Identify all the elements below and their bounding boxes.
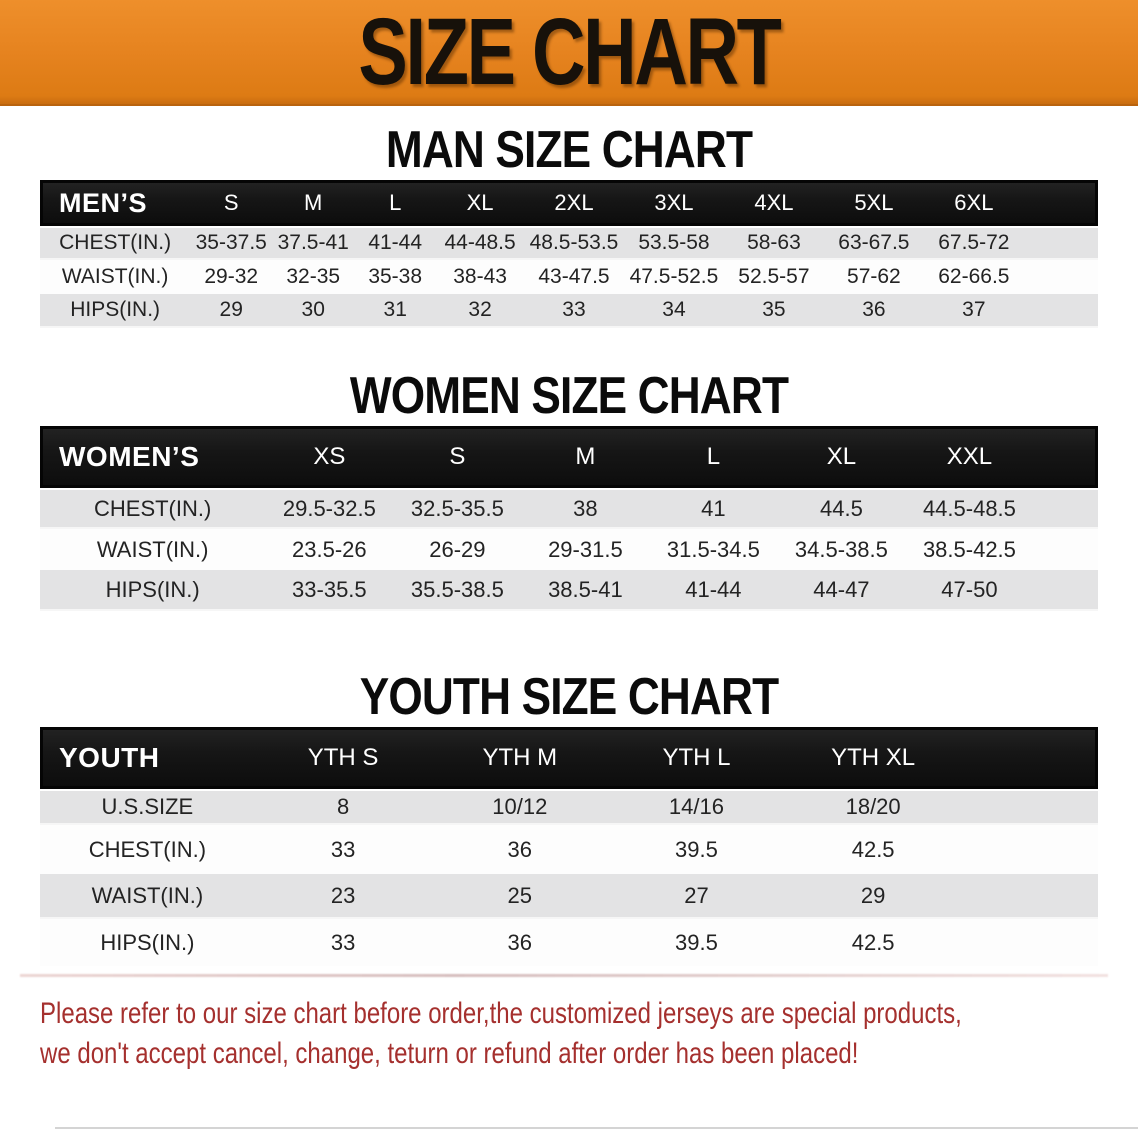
table-row	[40, 529, 1098, 570]
filler-cell	[961, 825, 1098, 874]
value-cell: 41	[649, 488, 777, 529]
value-cell: 34	[624, 294, 724, 328]
value-cell: 38.5-42.5	[922, 536, 1016, 562]
table-row	[40, 260, 1098, 294]
value-cell: 35.5-38.5	[393, 570, 521, 611]
size-header-cell: L	[649, 426, 777, 488]
value-cell: 41-44	[649, 570, 777, 611]
row-label-cell: WAIST(IN.)	[40, 874, 255, 919]
table-row	[40, 919, 1098, 966]
value-cell: 23	[255, 874, 432, 919]
value-cell: 53.5-58	[624, 226, 724, 260]
size-header-cell: XL	[777, 426, 905, 488]
value-cell: 35-37.5	[190, 226, 272, 260]
value-cell: 39.5	[675, 929, 718, 955]
man-section-heading: MAN SIZE CHART	[385, 121, 753, 179]
filler-cell	[961, 874, 1098, 919]
value-cell: 44-48.5	[436, 226, 524, 260]
women-size-table	[40, 426, 1098, 611]
size-header-cell: L	[354, 180, 436, 226]
value-cell: 27	[608, 874, 785, 919]
table-row	[40, 226, 1098, 260]
men-size-table	[40, 180, 1098, 328]
row-label-cell: U.S.SIZE	[40, 789, 255, 825]
value-cell: 39.5	[675, 836, 718, 862]
order-notice	[40, 994, 1102, 1074]
size-header-cell: XS	[265, 426, 393, 488]
value-cell: 8	[255, 789, 432, 825]
value-cell: 31.5-34.5	[666, 536, 760, 562]
value-cell: 35-38	[368, 265, 423, 288]
size-header-cell: XL	[436, 180, 524, 226]
size-header-cell: XXL	[905, 426, 1033, 488]
size-header-cell: YTH XL	[785, 727, 962, 789]
value-cell: 36	[824, 294, 924, 328]
size-header-cell: 6XL	[924, 180, 1024, 226]
value-cell: 31	[354, 294, 436, 328]
youth-size-table	[40, 727, 1098, 966]
value-cell: 33	[524, 294, 624, 328]
value-cell: 23.5-26	[292, 536, 367, 562]
table-title-cell: YOUTH	[40, 727, 255, 789]
value-cell: 18/20	[785, 789, 962, 825]
value-cell: 38.5-41	[521, 570, 649, 611]
bottom-edge-line	[55, 1127, 1138, 1129]
size-chart-banner	[0, 0, 1138, 106]
notice-line-2: we don't accept cancel, change, teturn or refund after order has been placed!	[40, 1037, 859, 1070]
filler-cell	[1024, 260, 1098, 294]
value-cell: 29	[190, 294, 272, 328]
value-cell: 47-50	[905, 570, 1033, 611]
table-row	[40, 294, 1098, 328]
table-title-cell: WOMEN’S	[40, 426, 265, 488]
value-cell: 38-43	[453, 265, 507, 288]
size-header-cell: YTH M	[431, 727, 608, 789]
table-row	[40, 874, 1098, 919]
faint-divider-line	[20, 974, 1108, 977]
value-cell: 44-47	[777, 570, 905, 611]
size-header-cell: YTH L	[608, 727, 785, 789]
value-cell: 67.5-72	[924, 226, 1024, 260]
filler-cell	[961, 919, 1098, 966]
row-label-cell: WAIST(IN.)	[96, 536, 209, 562]
row-label-cell: WAIST(IN.)	[61, 265, 169, 288]
row-label-cell: CHEST(IN.)	[88, 836, 207, 862]
filler-cell	[961, 727, 1098, 789]
value-cell: 47.5-52.5	[629, 265, 719, 288]
value-cell: 62-66.5	[938, 265, 1010, 288]
size-header-cell: 4XL	[724, 180, 824, 226]
value-cell: 33	[330, 929, 356, 955]
size-header-cell: M	[272, 180, 354, 226]
value-cell: 37.5-41	[272, 226, 354, 260]
filler-cell	[1024, 180, 1098, 226]
size-header-cell: 3XL	[624, 180, 724, 226]
value-cell: 48.5-53.5	[524, 226, 624, 260]
filler-cell	[1024, 294, 1098, 328]
row-label-cell: HIPS(IN.)	[40, 570, 265, 611]
value-cell: 32	[436, 294, 524, 328]
women-section-heading: WOMEN SIZE CHART	[349, 367, 789, 425]
value-cell: 14/16	[608, 789, 785, 825]
size-header-cell: M	[521, 426, 649, 488]
table-header-row	[40, 727, 1098, 789]
youth-section-heading: YOUTH SIZE CHART	[359, 668, 779, 726]
value-cell: 29-31.5	[548, 536, 623, 562]
size-header-cell: 2XL	[524, 180, 624, 226]
value-cell: 35	[724, 294, 824, 328]
value-cell: 41-44	[354, 226, 436, 260]
value-cell: 33-35.5	[265, 570, 393, 611]
value-cell: 34.5-38.5	[794, 536, 888, 562]
table-row	[40, 488, 1098, 529]
filler-cell	[1033, 426, 1098, 488]
table-row	[40, 570, 1098, 611]
value-cell: 10/12	[431, 789, 608, 825]
value-cell: 29-32	[204, 265, 259, 288]
table-header-row	[40, 180, 1098, 226]
value-cell: 25	[431, 874, 608, 919]
value-cell: 30	[272, 294, 354, 328]
size-header-cell: 5XL	[824, 180, 924, 226]
row-label-cell: CHEST(IN.)	[40, 226, 190, 260]
value-cell: 36	[507, 836, 533, 862]
value-cell: 52.5-57	[738, 265, 810, 288]
value-cell: 37	[924, 294, 1024, 328]
value-cell: 26-29	[429, 536, 486, 562]
value-cell: 44.5	[777, 488, 905, 529]
value-cell: 63-67.5	[824, 226, 924, 260]
notice-line-1: Please refer to our size chart before order,the customized jerseys are special products,	[40, 997, 962, 1030]
value-cell: 42.5	[851, 929, 895, 955]
size-header-cell: YTH S	[255, 727, 432, 789]
row-label-cell: CHEST(IN.)	[40, 488, 265, 529]
filler-cell	[1033, 529, 1098, 570]
value-cell: 43-47.5	[538, 265, 610, 288]
filler-cell	[961, 789, 1098, 825]
value-cell: 29.5-32.5	[265, 488, 393, 529]
value-cell: 36	[507, 929, 533, 955]
value-cell: 44.5-48.5	[905, 488, 1033, 529]
size-header-cell: S	[190, 180, 272, 226]
table-header-row	[40, 426, 1098, 488]
table-row	[40, 789, 1098, 825]
filler-cell	[1033, 570, 1098, 611]
row-label-cell: HIPS(IN.)	[100, 929, 195, 955]
table-title-cell: MEN’S	[40, 180, 190, 226]
table-row	[40, 825, 1098, 874]
filler-cell	[1024, 226, 1098, 260]
value-cell: 57-62	[847, 265, 901, 288]
row-label-cell: HIPS(IN.)	[40, 294, 190, 328]
value-cell: 32.5-35.5	[393, 488, 521, 529]
value-cell: 58-63	[724, 226, 824, 260]
size-header-cell: S	[393, 426, 521, 488]
value-cell: 33	[330, 836, 356, 862]
filler-cell	[1033, 488, 1098, 529]
page-title: SIZE CHART	[358, 0, 780, 105]
value-cell: 32-35	[286, 265, 341, 288]
value-cell: 29	[785, 874, 962, 919]
value-cell: 42.5	[851, 836, 895, 862]
value-cell: 38	[521, 488, 649, 529]
